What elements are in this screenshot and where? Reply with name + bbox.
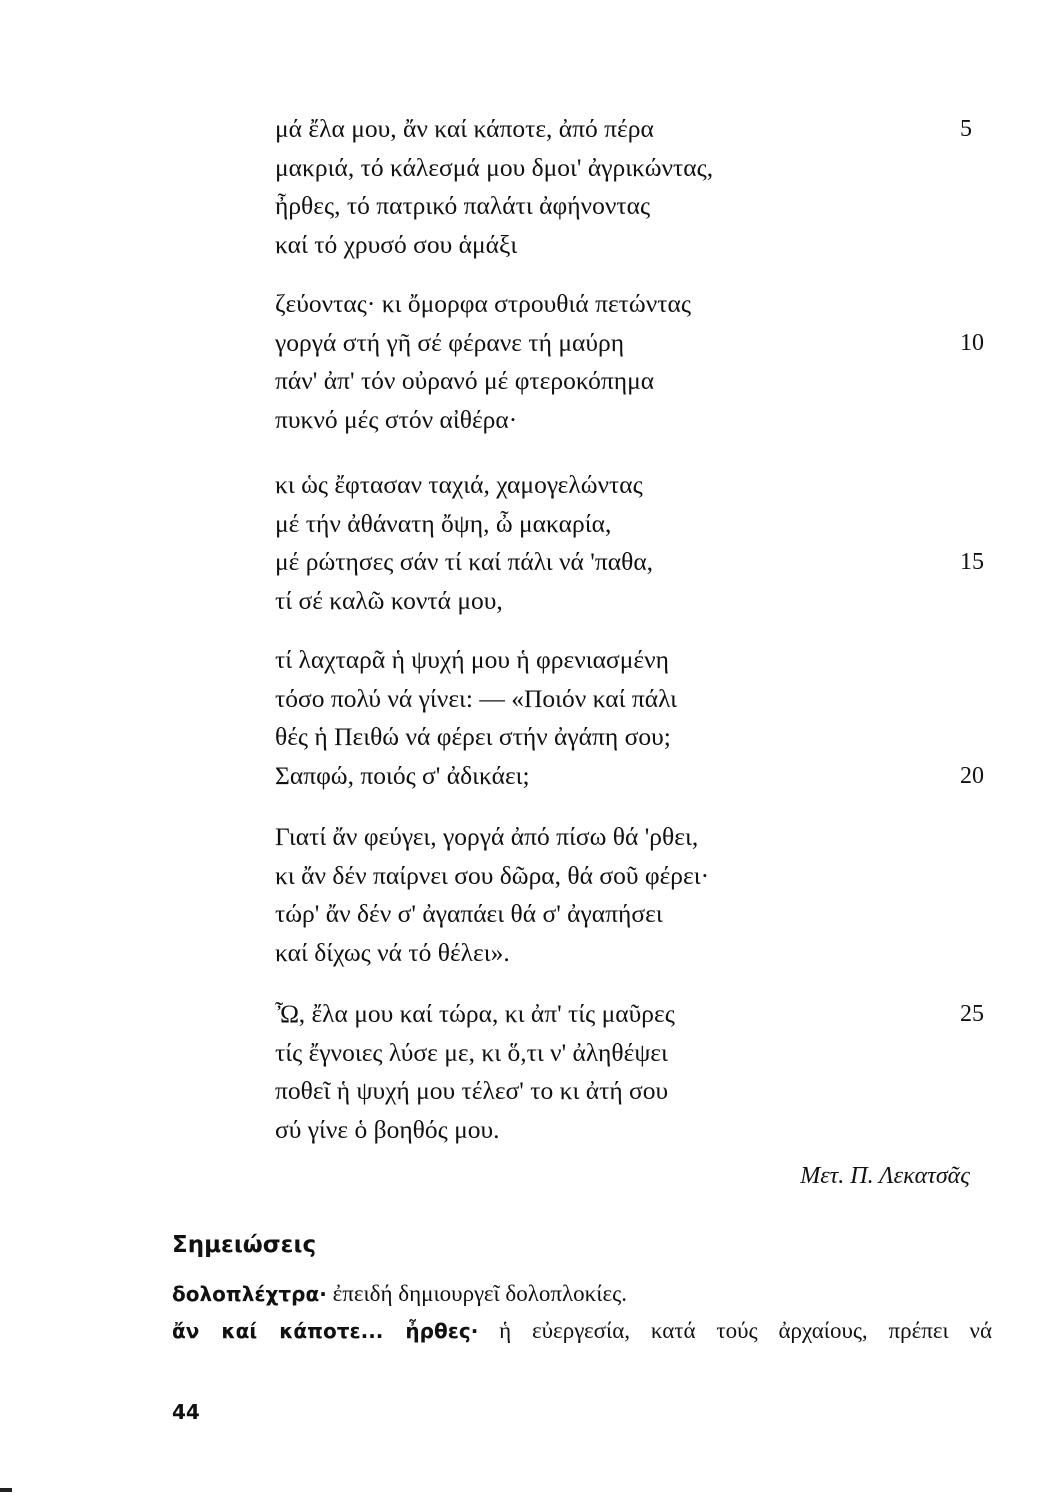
verse-line: Γιατί ἄν φεύγει, γοργά ἀπό πίσω θά 'ρθει,: [275, 822, 699, 851]
verse-line: μέ τήν ἀθάνατη ὄψη, ὦ μακαρία,: [275, 508, 612, 538]
translator-credit: Μετ. Π. Λεκατσᾶς: [800, 1163, 970, 1189]
note-term: ἄν καί κάποτε... ἦρθες·: [172, 1319, 479, 1343]
note-item: [172, 1314, 992, 1348]
verse-line: τί λαχταρᾶ ἡ ψυχή μου ἡ φρενιασμένη: [275, 645, 669, 674]
verse-line: ζεύοντας· κι ὄμορφα στρουθιά πετώντας: [275, 289, 691, 318]
verse-line: τόσο πολύ νά γίνει: — «Ποιόν καί πάλι: [275, 683, 678, 713]
stanza-5: [275, 818, 835, 972]
verse-line: Σαπφώ, ποιός σ' ἀδικάει;: [275, 760, 530, 790]
page-number: 44: [172, 1400, 200, 1424]
verse-line: μακριά, τό κάλεσμά μου δμοι' ἀγρικώντας,: [275, 152, 714, 182]
stanza-4: [275, 641, 835, 795]
line-number: 20: [960, 763, 984, 789]
line-number: 25: [960, 1001, 984, 1027]
verse-line: τίς ἔγνοιες λύσε με, κι ὅ,τι ν' ἀληθέψει: [275, 1037, 668, 1067]
verse-line: γοργά στή γῆ σέ φέρανε τή μαύρη: [275, 327, 625, 357]
note-text: ἐπειδή δημιουργεῖ δολοπλοκίες.: [326, 1281, 627, 1306]
note-term: δολοπλέχτρα·: [172, 1282, 327, 1306]
verse-line: καί τό χρυσό σου ἁμάξι: [275, 229, 518, 259]
stanza-6: [275, 995, 835, 1149]
line-number: 10: [960, 330, 984, 356]
verse-line: ἦρθες, τό πατρικό παλάτι ἀφήνοντας: [275, 191, 651, 220]
scan-edge-mark: [0, 1488, 12, 1492]
verse-line: τώρ' ἄν δέν σ' ἀγαπάει θά σ' ἀγαπήσει: [275, 899, 663, 928]
verse-line: κι ἄν δέν παίρνει σου δῶρα, θά σοῦ φέρει·: [275, 860, 710, 890]
verse-line: τί σέ καλῶ κοντά μου,: [275, 585, 503, 615]
verse-line: πάν' ἀπ' τόν οὐρανό μέ φτεροκόπημα: [275, 366, 655, 395]
verse-line: πυκνό μές στόν αἰθέρα·: [275, 404, 518, 434]
verse-line: σύ γίνε ὁ βοηθός μου.: [275, 1114, 500, 1144]
stanza-2: [275, 285, 835, 439]
notes-heading: Σημειώσεις: [172, 1232, 317, 1258]
line-number: 15: [960, 549, 984, 575]
verse-line: μέ ρώτησες σάν τί καί πάλι νά 'παθα,: [275, 547, 654, 576]
verse-line: κι ὡς ἔφτασαν ταχιά, χαμογελώντας: [275, 470, 643, 499]
verse-line: καί δίχως νά τό θέλει».: [275, 937, 510, 967]
verse-line: μά ἔλα μου, ἄν καί κάποτε, ἀπό πέρα: [275, 114, 654, 143]
stanza-1: [275, 110, 835, 264]
verse-line: ποθεῖ ἡ ψυχή μου τέλεσ' το κι ἀτή σου: [275, 1076, 669, 1105]
line-number: 5: [960, 116, 972, 142]
stanza-3: [275, 466, 835, 620]
note-item: [172, 1277, 992, 1311]
verse-line: Ὦ, ἔλα μου καί τώρα, κι ἀπ' τίς μαῦρες: [275, 999, 675, 1028]
note-text: ἡ εὐεργεσία, κατά τούς ἀρχαίους, πρέπει νά: [478, 1318, 993, 1343]
verse-line: θές ἡ Πειθώ νά φέρει στήν ἀγάπη σου;: [275, 722, 671, 751]
